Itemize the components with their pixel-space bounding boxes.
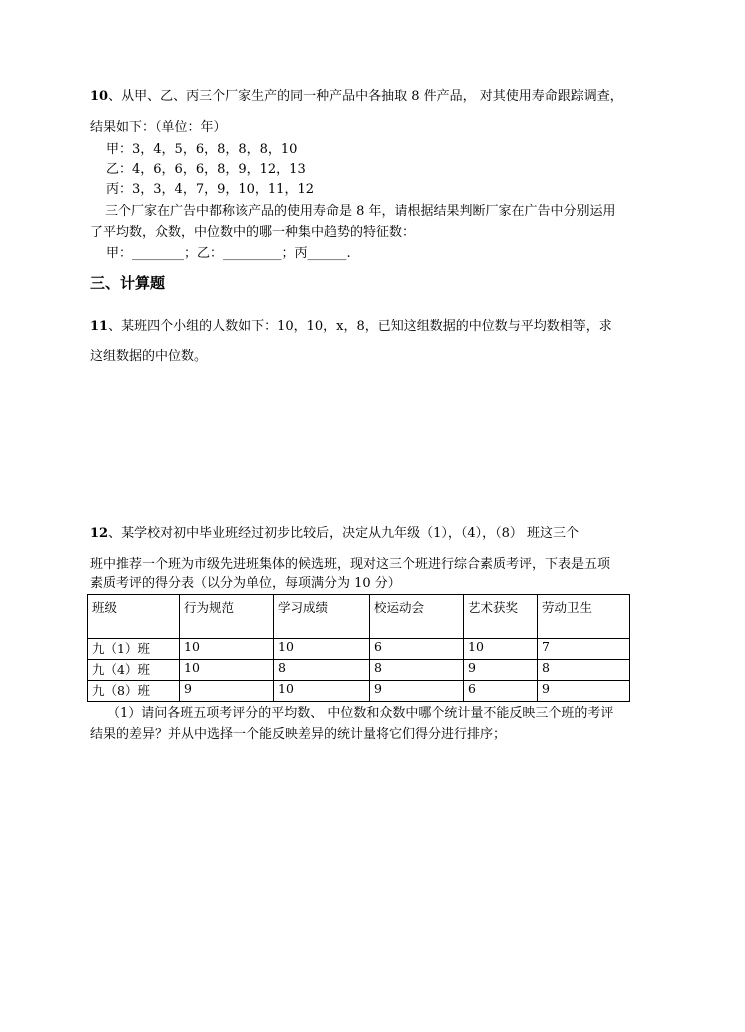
table-header-row: [88, 595, 630, 639]
q10-line4: 了平均数，众数，中位数中的哪一种集中趋势的特征数：: [90, 225, 416, 240]
q12-line3: 素质考评的得分表（以分为单位，每项满分为 10 分）: [90, 576, 401, 591]
q10-line3: 三个厂家在广告中都称该产品的使用寿命是 8 年，请根据结果判断厂家在广告中分别运用: [105, 204, 616, 219]
table-header-cell: 校运动会: [370, 595, 464, 639]
table-cell: 10: [274, 639, 370, 660]
table-header-cell: 艺术获奖: [464, 595, 538, 639]
q11-text: 、某班四个小组的人数如下：10，10，x，8，已知这组数据的中位数与平均数相等，求: [108, 319, 612, 334]
table-cell: 9: [180, 681, 274, 702]
table-cell: 10: [180, 639, 274, 660]
q12-sub1-line2: 结果的差异？并从中选择一个能反映差异的统计量将它们得分进行排序；: [90, 727, 507, 742]
table-row: [88, 660, 630, 681]
table-cell: 6: [464, 681, 538, 702]
q12-sub1-line1: （1）请问各班五项考评分的平均数、 中位数和众数中哪个统计量不能反映三个班的考评: [107, 706, 614, 721]
table-row: [88, 639, 630, 660]
table-cell: 8: [274, 660, 370, 681]
q11-line1: [90, 318, 612, 336]
q12-number: 12: [90, 526, 109, 541]
table-header-cell: 劳动卫生: [538, 595, 630, 639]
score-table: [87, 594, 630, 702]
table-cell: 9: [464, 660, 538, 681]
q10-line1: [90, 88, 623, 106]
table-cell: 九（4）班: [88, 660, 180, 681]
q12-line2: 班中推荐一个班为市级先进班集体的候选班，现对这三个班进行综合素质考评，下表是五项: [90, 557, 611, 572]
q10-number: 10: [90, 89, 109, 104]
table-cell: 10: [180, 660, 274, 681]
table-cell: 九（1）班: [88, 639, 180, 660]
q10-line2: 结果如下：（单位：年）: [90, 120, 227, 135]
table-cell: 9: [538, 681, 630, 702]
table-cell: 九（8）班: [88, 681, 180, 702]
table-cell: 10: [464, 639, 538, 660]
table-header-cell: 行为规范: [180, 595, 274, 639]
q10-data-yi: 乙：4，6，6，6，8，9，12，13: [106, 162, 306, 177]
table-cell: 10: [274, 681, 370, 702]
table-cell: 8: [538, 660, 630, 681]
q12-text: 、某学校对初中毕业班经过初步比较后，决定从九年级（1），（4），（8） 班这三个: [108, 526, 580, 541]
q11-line2: 这组数据的中位数。: [90, 349, 208, 364]
table-header-cell: 班级: [88, 595, 180, 639]
q10-answer-blanks: 甲：________；乙：_________；丙______.: [106, 246, 351, 261]
table-cell: 9: [370, 681, 464, 702]
table-cell: 8: [370, 660, 464, 681]
table-header-cell: 学习成绩: [274, 595, 370, 639]
q10-data-jia: 甲：3，4，5，6，8，8，8，10: [106, 142, 298, 157]
q10-data-bing: 丙：3，3，4，7，9，10，11，12: [106, 182, 314, 197]
q12-line1: [90, 525, 579, 543]
section-heading: 三、计算题: [90, 274, 166, 292]
q10-text: 、从甲、乙、丙三个厂家生产的同一种产品中各抽取 8 件产品， 对其使用寿命跟踪调查，: [108, 89, 623, 104]
table-cell: 6: [370, 639, 464, 660]
q11-number: 11: [90, 319, 109, 334]
table-row: [88, 681, 630, 702]
table-cell: 7: [538, 639, 630, 660]
